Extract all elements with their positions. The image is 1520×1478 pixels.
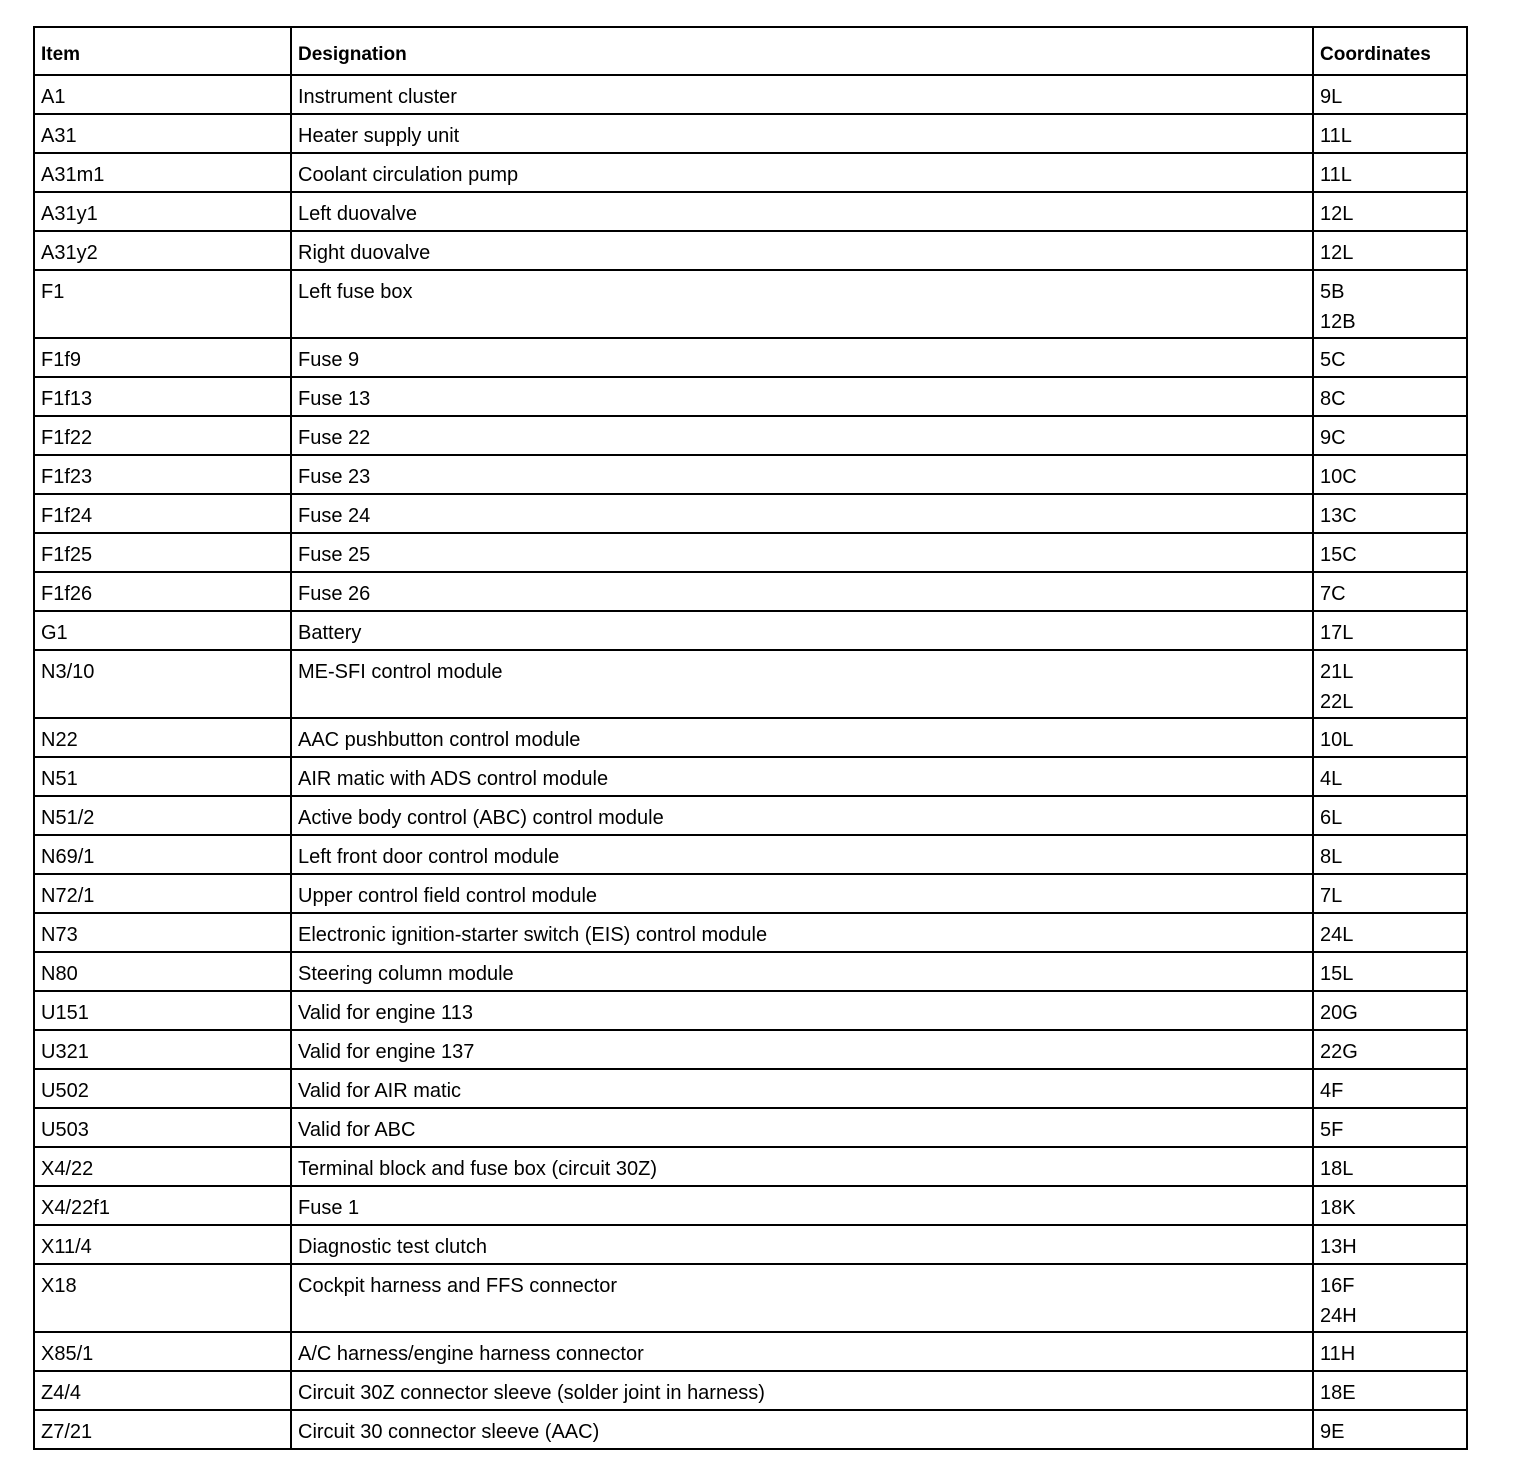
cell-item: N73: [34, 913, 291, 952]
cell-coordinates: [1313, 611, 1467, 650]
cell-coordinates: [1313, 572, 1467, 611]
table-row: [34, 1186, 1467, 1225]
table-row: [34, 533, 1467, 572]
cell-coordinates: [1313, 75, 1467, 114]
component-legend-table-container: [33, 26, 1466, 1450]
cell-coordinates: [1313, 952, 1467, 991]
cell-coordinates: [1313, 913, 1467, 952]
coordinate-value: 13C: [1320, 505, 1357, 527]
table-row: [34, 114, 1467, 153]
cell-designation: Valid for engine 113: [291, 991, 1313, 1030]
cell-designation: Instrument cluster: [291, 75, 1313, 114]
coordinate-value: 7L: [1320, 885, 1343, 907]
cell-item: X4/22: [34, 1147, 291, 1186]
table-body: [34, 75, 1467, 1449]
coordinate-value: 5F: [1320, 1119, 1344, 1141]
coordinate-value: 6L: [1320, 807, 1343, 829]
cell-item: U502: [34, 1069, 291, 1108]
table-row: [34, 455, 1467, 494]
cell-designation: AAC pushbutton control module: [291, 718, 1313, 757]
table-row: [34, 377, 1467, 416]
cell-item: G1: [34, 611, 291, 650]
cell-item: A31y1: [34, 192, 291, 231]
cell-coordinates: [1313, 270, 1467, 338]
cell-designation: Diagnostic test clutch: [291, 1225, 1313, 1264]
coordinate-value: 21L: [1320, 661, 1354, 683]
cell-designation: Active body control (ABC) control module: [291, 796, 1313, 835]
coordinate-value: 10L: [1320, 729, 1354, 751]
cell-item: U503: [34, 1108, 291, 1147]
cell-designation: Circuit 30Z connector sleeve (solder joint in harness): [291, 1371, 1313, 1410]
cell-item: F1f25: [34, 533, 291, 572]
cell-item: U321: [34, 1030, 291, 1069]
table-row: [34, 1225, 1467, 1264]
cell-item: N3/10: [34, 650, 291, 718]
header-designation: Designation: [291, 27, 1313, 75]
cell-designation: Valid for AIR matic: [291, 1069, 1313, 1108]
table-row: [34, 494, 1467, 533]
table-row: [34, 913, 1467, 952]
table-header-row: [34, 27, 1467, 75]
table-row: [34, 1410, 1467, 1449]
table-row: [34, 572, 1467, 611]
cell-designation: Coolant circulation pump: [291, 153, 1313, 192]
cell-designation: ME-SFI control module: [291, 650, 1313, 718]
cell-designation: Steering column module: [291, 952, 1313, 991]
cell-item: Z7/21: [34, 1410, 291, 1449]
cell-item: F1f26: [34, 572, 291, 611]
table-row: [34, 1371, 1467, 1410]
coordinate-value: 8C: [1320, 388, 1346, 410]
cell-designation: Electronic ignition-starter switch (EIS) control module: [291, 913, 1313, 952]
cell-item: N69/1: [34, 835, 291, 874]
table-row: [34, 231, 1467, 270]
coordinate-value: 24L: [1320, 924, 1354, 946]
cell-coordinates: [1313, 1225, 1467, 1264]
cell-coordinates: [1313, 533, 1467, 572]
coordinate-value: 20G: [1320, 1002, 1358, 1024]
table-row: [34, 338, 1467, 377]
table-row: [34, 952, 1467, 991]
cell-coordinates: [1313, 494, 1467, 533]
coordinate-value: 24H: [1320, 1305, 1357, 1327]
cell-item: A31: [34, 114, 291, 153]
table-row: [34, 1147, 1467, 1186]
cell-coordinates: [1313, 338, 1467, 377]
coordinate-value: 13H: [1320, 1236, 1357, 1258]
cell-designation: Heater supply unit: [291, 114, 1313, 153]
cell-item: A1: [34, 75, 291, 114]
coordinate-value: 12L: [1320, 242, 1354, 264]
cell-item: N51/2: [34, 796, 291, 835]
cell-coordinates: [1313, 991, 1467, 1030]
cell-coordinates: [1313, 1410, 1467, 1449]
coordinate-value: 15C: [1320, 544, 1357, 566]
coordinate-value: 5B: [1320, 281, 1345, 303]
cell-designation: Fuse 23: [291, 455, 1313, 494]
table-row: [34, 611, 1467, 650]
cell-coordinates: [1313, 1332, 1467, 1371]
coordinate-value: 22L: [1320, 691, 1354, 713]
cell-designation: Terminal block and fuse box (circuit 30Z): [291, 1147, 1313, 1186]
table-row: [34, 757, 1467, 796]
cell-item: A31m1: [34, 153, 291, 192]
cell-coordinates: [1313, 153, 1467, 192]
coordinate-value: 17L: [1320, 622, 1354, 644]
table-row: [34, 416, 1467, 455]
cell-designation: AIR matic with ADS control module: [291, 757, 1313, 796]
coordinate-value: 5C: [1320, 349, 1346, 371]
table-row: [34, 1264, 1467, 1332]
table-row: [34, 650, 1467, 718]
cell-coordinates: [1313, 796, 1467, 835]
cell-designation: Right duovalve: [291, 231, 1313, 270]
cell-item: F1f23: [34, 455, 291, 494]
coordinate-value: 9C: [1320, 427, 1346, 449]
cell-item: N51: [34, 757, 291, 796]
cell-designation: Fuse 25: [291, 533, 1313, 572]
cell-item: U151: [34, 991, 291, 1030]
table-row: [34, 874, 1467, 913]
cell-coordinates: [1313, 377, 1467, 416]
cell-coordinates: [1313, 455, 1467, 494]
cell-designation: Cockpit harness and FFS connector: [291, 1264, 1313, 1332]
table-row: [34, 835, 1467, 874]
table-row: [34, 991, 1467, 1030]
coordinate-value: 15L: [1320, 963, 1354, 985]
cell-coordinates: [1313, 231, 1467, 270]
table-row: [34, 1108, 1467, 1147]
table-row: [34, 75, 1467, 114]
cell-coordinates: [1313, 192, 1467, 231]
coordinate-value: 9E: [1320, 1421, 1345, 1443]
cell-coordinates: [1313, 874, 1467, 913]
cell-item: X85/1: [34, 1332, 291, 1371]
cell-item: N80: [34, 952, 291, 991]
table-row: [34, 718, 1467, 757]
cell-coordinates: [1313, 1030, 1467, 1069]
cell-coordinates: [1313, 114, 1467, 153]
header-coordinates: Coordinates: [1313, 27, 1467, 75]
cell-item: F1f24: [34, 494, 291, 533]
coordinate-value: 22G: [1320, 1041, 1358, 1063]
coordinate-value: 11L: [1320, 164, 1352, 186]
cell-coordinates: [1313, 1371, 1467, 1410]
cell-coordinates: [1313, 718, 1467, 757]
cell-coordinates: [1313, 1186, 1467, 1225]
cell-designation: Left fuse box: [291, 270, 1313, 338]
cell-coordinates: [1313, 650, 1467, 718]
cell-designation: Fuse 13: [291, 377, 1313, 416]
table-row: [34, 796, 1467, 835]
coordinate-value: 11H: [1320, 1343, 1356, 1365]
cell-designation: Valid for engine 137: [291, 1030, 1313, 1069]
cell-item: X4/22f1: [34, 1186, 291, 1225]
cell-item: N22: [34, 718, 291, 757]
table-row: [34, 192, 1467, 231]
table-row: [34, 1069, 1467, 1108]
cell-item: F1f22: [34, 416, 291, 455]
cell-item: F1f9: [34, 338, 291, 377]
coordinate-value: 18K: [1320, 1197, 1356, 1219]
coordinate-value: 11L: [1320, 125, 1352, 147]
table-row: [34, 153, 1467, 192]
coordinate-value: 4F: [1320, 1080, 1344, 1102]
cell-item: F1f13: [34, 377, 291, 416]
table-row: [34, 1030, 1467, 1069]
cell-designation: Fuse 9: [291, 338, 1313, 377]
cell-designation: A/C harness/engine harness connector: [291, 1332, 1313, 1371]
coordinate-value: 18E: [1320, 1382, 1356, 1404]
cell-item: N72/1: [34, 874, 291, 913]
cell-item: X18: [34, 1264, 291, 1332]
cell-designation: Left duovalve: [291, 192, 1313, 231]
cell-designation: Fuse 24: [291, 494, 1313, 533]
cell-coordinates: [1313, 835, 1467, 874]
cell-designation: Fuse 1: [291, 1186, 1313, 1225]
cell-coordinates: [1313, 1264, 1467, 1332]
cell-coordinates: [1313, 1147, 1467, 1186]
cell-designation: Circuit 30 connector sleeve (AAC): [291, 1410, 1313, 1449]
cell-item: X11/4: [34, 1225, 291, 1264]
coordinate-value: 8L: [1320, 846, 1343, 868]
cell-designation: Battery: [291, 611, 1313, 650]
coordinate-value: 12L: [1320, 203, 1354, 225]
cell-designation: Valid for ABC: [291, 1108, 1313, 1147]
component-legend-table: [33, 26, 1468, 1450]
cell-coordinates: [1313, 416, 1467, 455]
cell-designation: Left front door control module: [291, 835, 1313, 874]
cell-item: F1: [34, 270, 291, 338]
cell-coordinates: [1313, 757, 1467, 796]
coordinate-value: 7C: [1320, 583, 1346, 605]
coordinate-value: 4L: [1320, 768, 1343, 790]
coordinate-value: 12B: [1320, 311, 1356, 333]
cell-coordinates: [1313, 1108, 1467, 1147]
coordinate-value: 16F: [1320, 1275, 1355, 1297]
cell-coordinates: [1313, 1069, 1467, 1108]
header-item: Item: [34, 27, 291, 75]
coordinate-value: 9L: [1320, 86, 1343, 108]
table-row: [34, 270, 1467, 338]
table-row: [34, 1332, 1467, 1371]
cell-item: A31y2: [34, 231, 291, 270]
cell-designation: Fuse 22: [291, 416, 1313, 455]
coordinate-value: 18L: [1320, 1158, 1354, 1180]
cell-designation: Upper control field control module: [291, 874, 1313, 913]
cell-item: Z4/4: [34, 1371, 291, 1410]
coordinate-value: 10C: [1320, 466, 1357, 488]
cell-designation: Fuse 26: [291, 572, 1313, 611]
